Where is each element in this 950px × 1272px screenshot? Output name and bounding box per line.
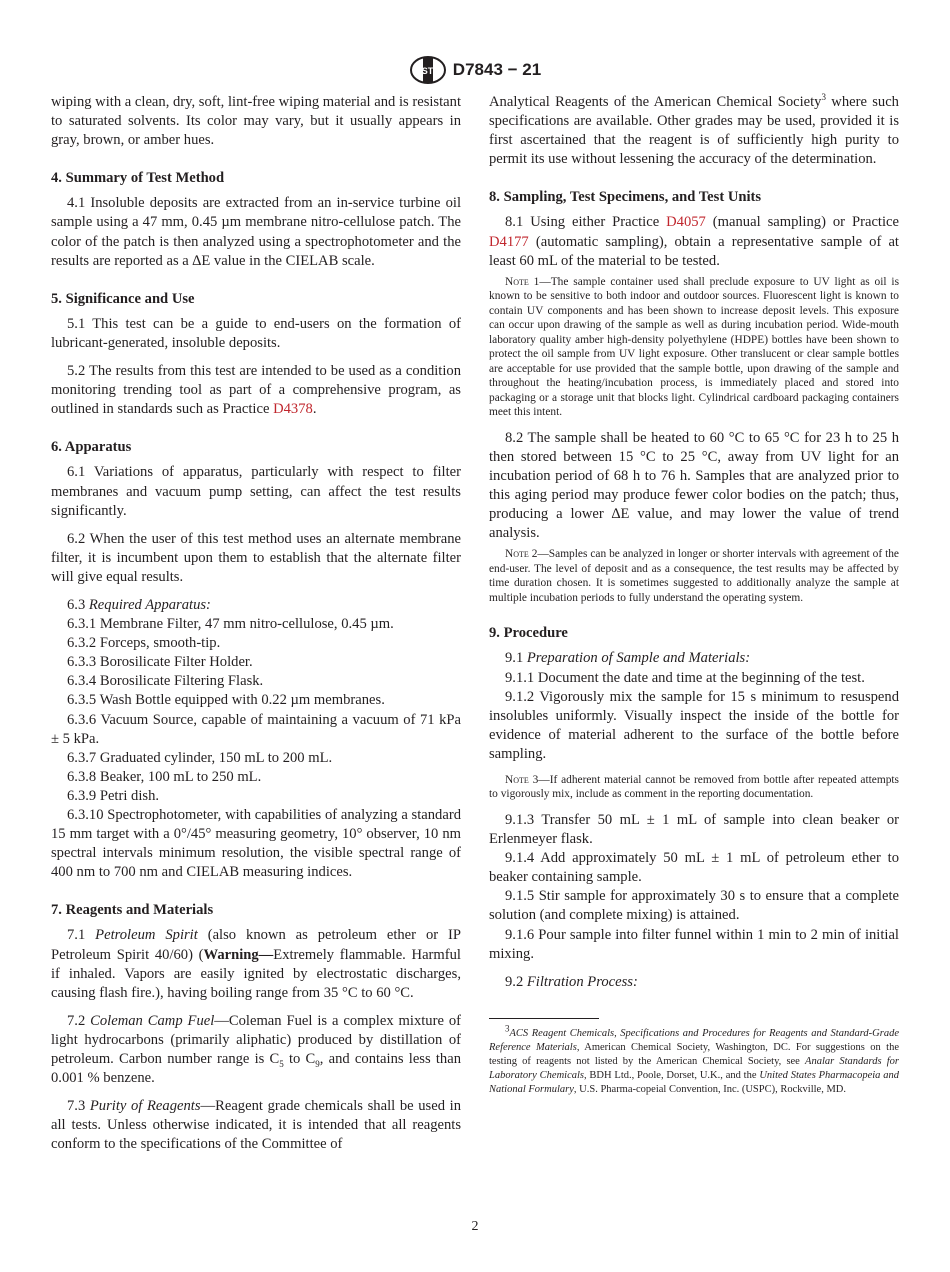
- note-3-label: Note 3: [505, 773, 539, 786]
- paragraph-intro: wiping with a clean, dry, soft, lint-free wiping material and is resistant to saturated solvents. Its color may vary, but it usually appears in gray, brown, or amber hues.: [51, 94, 461, 149]
- heading-section-8: 8. Sampling, Test Specimens, and Test Units: [489, 189, 762, 206]
- p72-sub2: 9: [315, 1058, 320, 1069]
- p71-warning: Warning—: [203, 946, 274, 963]
- p73-post: —Reagent grade chemicals shall be used in all tests. Unless otherwise indicated, it is intended that all reagents conform to the specifications of the Committee of: [51, 1098, 461, 1153]
- heading-section-5: 5. Significance and Use: [51, 290, 195, 307]
- paragraph-9-1: [489, 649, 899, 668]
- note-1: [489, 275, 899, 420]
- p73-number: 7.3: [67, 1098, 90, 1115]
- paragraph-9-2: [489, 973, 899, 992]
- paragraph-5-2: [51, 362, 461, 419]
- p81-a: 8.1 Using either Practice: [505, 214, 667, 231]
- fn-b: , BDH Ltd., Poole, Dorset, U.K., and the: [583, 1069, 760, 1081]
- p71-title: Petroleum Spirit: [95, 927, 198, 944]
- p73-title: Purity of Reagents: [89, 1098, 201, 1115]
- right-column: [489, 93, 899, 1097]
- footnote-marker: 3: [505, 1023, 510, 1034]
- p81-b: (manual sampling) or Practice: [705, 214, 899, 231]
- note-1-label: Note 1: [505, 275, 540, 288]
- note-3: [489, 773, 899, 802]
- p72-number: 7.2: [67, 1012, 91, 1029]
- paragraph-6-2: 6.2 When the user of this test method uses an alternate membrane filter, it is incumbent upon them to establish that the alternate filter will give equal results.: [51, 530, 461, 585]
- list-item: 6.3.2 Forceps, smooth-tip.: [67, 635, 221, 652]
- paragraph-6-3-title: Required Apparatus:: [88, 596, 211, 613]
- note-2-text: —Samples can be analyzed in longer or shorter intervals with agreement of the end-user. The level of deposit and as a consequence, the test results may be affected by time duration chosen. It is sometimes suggested to additionally analyze the sample at multiple incubation periods to fully understand the operating system.: [489, 548, 899, 604]
- paragraph-6-1: 6.1 Variations of apparatus, particularly with respect to filter membranes and vacuum pump setting, can affect the test results significantly.: [51, 464, 461, 519]
- p92-title: Filtration Process:: [526, 973, 638, 990]
- list-item: 6.3.10 Spectrophotometer, with capabilities of analyzing a standard 15 mm target with a 0°/45° measuring geometry, 10° observer, 10 nm spectral intervals minimum resolution, the visible spectral range of 400 nm to 700 nm and CIELAB measuring indices.: [51, 807, 461, 881]
- paragraph-8-1: [489, 213, 899, 270]
- paragraph-7-1: [51, 926, 461, 1002]
- paragraph-5-2-text: 5.2 The results from this test are intended to be used as a condition monitoring trending tool as part of a comprehensive program, as outlined in standards such as Practice: [51, 363, 461, 418]
- footnote-divider: [489, 1018, 599, 1019]
- heading-section-9: 9. Procedure: [489, 625, 568, 642]
- paragraph-6-3-number: 6.3: [67, 596, 89, 613]
- p71-mid: (also known as petroleum ether or IP Petroleum Spirit 40/60) (: [51, 927, 461, 963]
- fn-title-1: ACS Reagent Chemicals, Specifications and Procedures for Reagents and Standard-Grade Reference Materials: [489, 1027, 899, 1053]
- heading-section-6: 6. Apparatus: [51, 439, 132, 456]
- p92-number: 9.2: [505, 973, 527, 990]
- paragraph-5-1: 5.1 This test can be a guide to end-users on the formation of lubricant-generated, insoluble deposits.: [51, 315, 461, 351]
- paragraph-7-2: [51, 1012, 461, 1088]
- note-3-text: —If adherent material cannot be removed from bottle after repeated attempts to vigorously mix, include as comment in the reporting documentation.: [489, 773, 899, 801]
- p72-a: —Coleman Fuel is a complex mixture of light hydrocarbons (primarily aliphatic) produced by distillation of petroleum. Carbon number range is C: [51, 1012, 461, 1068]
- p72-title: Coleman Camp Fuel: [90, 1012, 215, 1029]
- list-item: 6.3.9 Petri dish.: [67, 787, 160, 804]
- paragraph-5-2-end: .: [312, 401, 317, 418]
- list-item: 6.3.3 Borosilicate Filter Holder.: [67, 654, 253, 671]
- paragraph-7-3-continued: [489, 93, 899, 169]
- astm-logo-icon: [409, 55, 447, 85]
- paragraph-9-1-5: 9.1.5 Stir sample for approximately 30 s to ensure that a complete solution (and complete mixing) is attained.: [489, 888, 899, 924]
- page-number: 2: [471, 1219, 479, 1234]
- fn-c: , U.S. Pharma-copeial Convention, Inc. (USPC), Rockville, MD.: [573, 1083, 846, 1095]
- p73c-a: Analytical Reagents of the American Chemical Society: [489, 94, 822, 110]
- p91-title: Preparation of Sample and Materials:: [526, 650, 751, 667]
- link-d4057[interactable]: D4057: [666, 214, 706, 231]
- paragraph-9-1-6: 9.1.6 Pour sample into filter funnel within 1 min to 2 min of initial mixing.: [489, 926, 899, 962]
- link-d4177[interactable]: D4177: [489, 233, 529, 250]
- fn-title-3: United States Pharmacopeia and National Formulary: [489, 1069, 899, 1095]
- paragraph-8-2: 8.2 The sample shall be heated to 60 °C to 65 °C for 23 h to 25 h then stored between 15 °C to 25 °C, away from UV light for an incubation period of 68 h to 76 h. Samples that are analyzed prior to this aging period may produce fewer color bodies on the patch; thus, producing a lower ∆E value, and may lower the value of trend analysis.: [489, 429, 899, 542]
- note-1-text: —The sample container used shall preclude exposure to UV light as oil is known to be sensitive to both indoor and outdoor sources. Fluorescent light is known to contain UV components and has been shown to increase deposit levels. This exposure can occur upon drawing of the sample as well as during incubation period. Wide-mouth laboratory quality amber high-density polyethylene (HDPE) bottles have been shown to protect the oil sample from UV light exposure. Other translucent or clear sample bottles are acceptable for use provided that the sample bottle, upon drawing of the sample and throughout the heating/incubation process, is immediately placed and stored into packaging or a storage unit that blocks light. Cylindrical cardboard packaging containers meet this intent.: [489, 275, 900, 419]
- paragraph-4-1: 4.1 Insoluble deposits are extracted from an in-service turbine oil sample using a 47 mm, 0.45 µm membrane nitro-cellulose patch. The color of the patch is then analyzed using a spectrophotometer and the results are reported as a ∆E value in the CIELAB scale.: [51, 195, 461, 269]
- paragraph-9-1-3: 9.1.3 Transfer 50 mL ± 1 mL of sample into clean beaker or Erlenmeyer flask.: [489, 811, 899, 848]
- fn-title-2: Analar Standards for Laboratory Chemicals: [489, 1055, 899, 1081]
- list-item: 6.3.1 Membrane Filter, 47 mm nitro-cellulose, 0.45 µm.: [67, 616, 394, 633]
- heading-section-4: 4. Summary of Test Method: [51, 170, 225, 187]
- paragraph-7-3: [51, 1097, 461, 1154]
- footnote-ref: 3: [821, 92, 826, 103]
- note-2-label: Note 2: [505, 548, 538, 561]
- p73c-b: where such specifications are available. Other grades may be used, provided it is first ascertained that the reagent is of sufficiently high purity to permit its use without lessening the accuracy of the determination.: [489, 94, 899, 168]
- list-item: 6.3.8 Beaker, 100 mL to 250 mL.: [67, 768, 262, 785]
- p91-number: 9.1: [505, 650, 527, 667]
- p71-number: 7.1: [67, 927, 96, 944]
- p72-b: to C: [283, 1051, 316, 1068]
- p71-post: Extremely flammable. Harmful if inhaled. Vapors are easily ignited by electrostatic discharges, causing flash fire.), having boiling range from 35 °C to 60 °C.: [51, 946, 461, 1001]
- list-item: 6.3.4 Borosilicate Filtering Flask.: [67, 673, 264, 690]
- p72-sub1: 5: [279, 1058, 284, 1069]
- p72-c: , and contains less than 0.001 % benzene.: [51, 1051, 461, 1087]
- p81-c: (automatic sampling), obtain a representative sample of at least 60 mL of the material to be tested.: [489, 233, 899, 269]
- fn-a: , American Chemical Society, Washington, DC. For suggestions on the testing of reagents not listed by the American Chemical Society, see: [489, 1041, 899, 1067]
- footnote-3: [489, 1023, 899, 1097]
- paragraph-9-1-1: 9.1.1 Document the date and time at the beginning of the test.: [505, 669, 865, 686]
- heading-section-7: 7. Reagents and Materials: [51, 902, 214, 919]
- paragraph-6-3: [51, 596, 461, 615]
- link-d4378[interactable]: D4378: [273, 401, 313, 418]
- list-item: 6.3.5 Wash Bottle equipped with 0.22 µm membranes.: [67, 692, 385, 709]
- paragraph-9-1-4: 9.1.4 Add approximately 50 mL ± 1 mL of petroleum ether to beaker containing sample.: [489, 850, 899, 886]
- left-column: [51, 93, 461, 1155]
- note-2: [489, 547, 899, 605]
- paragraph-9-1-2: 9.1.2 Vigorously mix the sample for 15 s minimum to resuspend insolubles uniformly. Visually inspect the inside of the bottle for evidence of material adherent to the surface of the bottle before sampling.: [489, 688, 899, 762]
- designation: D7843 − 21: [452, 60, 542, 79]
- list-item: 6.3.7 Graduated cylinder, 150 mL to 200 mL.: [67, 749, 333, 766]
- list-item: 6.3.6 Vacuum Source, capable of maintaining a vacuum of 71 kPa ± 5 kPa.: [51, 711, 461, 747]
- page-header: [0, 55, 950, 90]
- logo-text: ASTM: [415, 66, 441, 76]
